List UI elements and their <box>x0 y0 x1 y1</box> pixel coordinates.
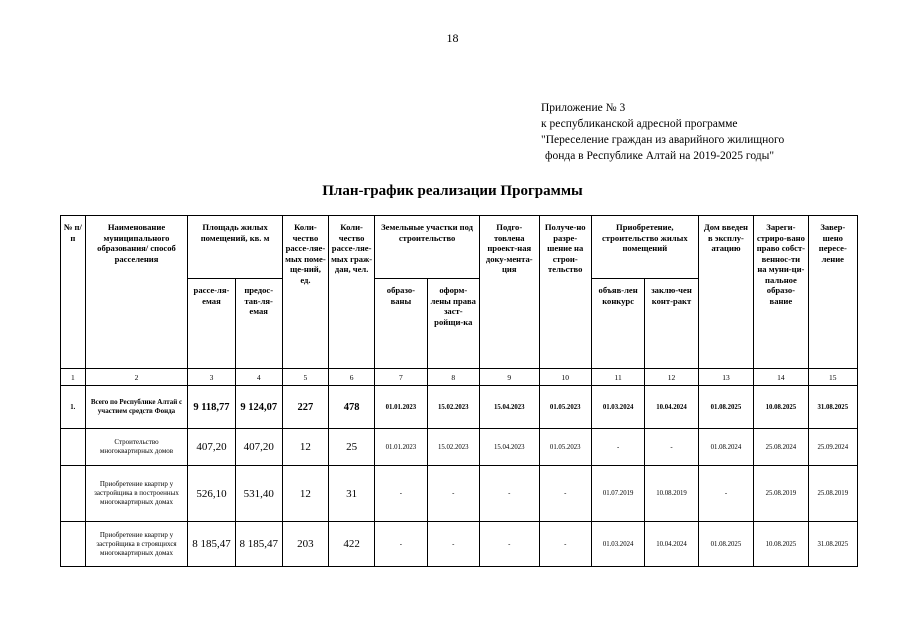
rooms-count: 227 <box>282 386 328 429</box>
land-rights-date: 15.02.2023 <box>427 429 479 466</box>
header-completed: Завер-шено пересе-ление <box>808 216 857 369</box>
column-number: 15 <box>808 369 857 386</box>
header-area: Площадь жилых помещений, кв. м <box>188 216 282 279</box>
annex-line: фонда в Республике Алтай на 2019-2025 годы" <box>545 150 775 162</box>
contract-date: 10.04.2024 <box>645 386 698 429</box>
row-name: Всего по Республике Алтай с участием средств Фонда <box>85 386 188 429</box>
completed-date: 25.08.2019 <box>808 466 857 522</box>
row-num <box>61 522 86 567</box>
row-name: Строительство многоквартирных домов <box>85 429 188 466</box>
area-provided: 407,20 <box>235 429 282 466</box>
header-contract: заклю-чен конт-ракт <box>645 279 698 369</box>
table-row <box>61 522 858 567</box>
rooms-count: 12 <box>282 466 328 522</box>
schedule-table <box>60 215 858 567</box>
header-permit: Получе-но разре-шение на строи-тельство <box>539 216 591 369</box>
design-date: 15.04.2023 <box>479 429 539 466</box>
column-number: 2 <box>85 369 188 386</box>
registered-date: 10.08.2025 <box>754 522 808 567</box>
permit-date: 01.05.2023 <box>539 429 591 466</box>
column-number: 8 <box>427 369 479 386</box>
page-number: 18 <box>446 31 459 45</box>
area-resettled: 8 185,47 <box>188 522 235 567</box>
table-row-total <box>61 386 858 429</box>
land-formed-date: 01.01.2023 <box>375 386 427 429</box>
column-number: 3 <box>188 369 235 386</box>
table-row <box>61 429 858 466</box>
contract-date: 10.08.2019 <box>645 466 698 522</box>
header-acquisition: Приобретение, строительство жилых помещений <box>591 216 698 279</box>
row-num <box>61 429 86 466</box>
column-number: 14 <box>754 369 808 386</box>
column-number-row <box>61 369 858 386</box>
header-registered: Зареги-стриро-вано право собст-веннос-ти на муни-ци-пальное образо-вание <box>754 216 808 369</box>
header-num: № п/п <box>61 216 86 369</box>
annex-line: Приложение № 3 <box>541 102 626 114</box>
column-number: 4 <box>235 369 282 386</box>
annex-line: к республиканской адресной программе <box>541 118 738 130</box>
design-date: - <box>479 466 539 522</box>
area-resettled: 9 118,77 <box>188 386 235 429</box>
header-people: Коли-чество рассе-ляе-мых граж-дан, чел. <box>329 216 375 369</box>
rooms-count: 12 <box>282 429 328 466</box>
header-area-resettled: рассе-ля-емая <box>188 279 235 369</box>
annex-note <box>541 100 784 164</box>
header-rooms: Коли-чество рассе-ляе-мых поме-ще-ний, ед. <box>282 216 328 369</box>
header-commissioned: Дом введен в эксплу-атацию <box>698 216 753 369</box>
column-number: 12 <box>645 369 698 386</box>
commissioned-date: 01.08.2025 <box>698 386 753 429</box>
column-number: 10 <box>539 369 591 386</box>
registered-date: 10.08.2025 <box>754 386 808 429</box>
land-rights-date: 15.02.2023 <box>427 386 479 429</box>
registered-date: 25.08.2024 <box>754 429 808 466</box>
completed-date: 31.08.2025 <box>808 522 857 567</box>
area-provided: 8 185,47 <box>235 522 282 567</box>
row-name: Приобретение квартир у застройщика в построенных многоквартирных домах <box>85 466 188 522</box>
land-formed-date: - <box>375 522 427 567</box>
commissioned-date: 01.08.2025 <box>698 522 753 567</box>
land-rights-date: - <box>427 466 479 522</box>
completed-date: 31.08.2025 <box>808 386 857 429</box>
column-number: 11 <box>591 369 644 386</box>
column-number: 1 <box>61 369 86 386</box>
contract-date: 10.04.2024 <box>645 522 698 567</box>
column-number: 9 <box>479 369 539 386</box>
contract-date: - <box>645 429 698 466</box>
table-row <box>61 466 858 522</box>
tender-date: 01.07.2019 <box>591 466 644 522</box>
rooms-count: 203 <box>282 522 328 567</box>
permit-date: - <box>539 466 591 522</box>
design-date: - <box>479 522 539 567</box>
area-resettled: 526,10 <box>188 466 235 522</box>
column-number: 5 <box>282 369 328 386</box>
header-row <box>61 216 858 279</box>
land-rights-date: - <box>427 522 479 567</box>
land-formed-date: 01.01.2023 <box>375 429 427 466</box>
people-count: 31 <box>329 466 375 522</box>
area-provided: 531,40 <box>235 466 282 522</box>
column-number: 7 <box>375 369 427 386</box>
row-num <box>61 466 86 522</box>
permit-date: 01.05.2023 <box>539 386 591 429</box>
annex-line: "Переселение граждан из аварийного жилищного <box>541 134 785 146</box>
header-land: Земельные участки под строительство <box>375 216 480 279</box>
page-title: План-график реализации Программы <box>322 183 583 199</box>
area-provided: 9 124,07 <box>235 386 282 429</box>
commissioned-date: - <box>698 466 753 522</box>
header-tender: объяв-лен конкурс <box>591 279 644 369</box>
people-count: 478 <box>329 386 375 429</box>
header-design: Подго-товлена проект-ная доку-мента-ция <box>479 216 539 369</box>
header-land-rights: оформ-лены права заст-ройщи-ка <box>427 279 479 369</box>
registered-date: 25.08.2019 <box>754 466 808 522</box>
commissioned-date: 01.08.2024 <box>698 429 753 466</box>
header-area-provided: предос-тав-ля-емая <box>235 279 282 369</box>
people-count: 25 <box>329 429 375 466</box>
tender-date: - <box>591 429 644 466</box>
tender-date: 01.03.2024 <box>591 522 644 567</box>
row-name: Приобретение квартир у застройщика в строящихся многоквартирных домах <box>85 522 188 567</box>
column-number: 6 <box>329 369 375 386</box>
header-land-formed: образо-ваны <box>375 279 427 369</box>
tender-date: 01.03.2024 <box>591 386 644 429</box>
column-number: 13 <box>698 369 753 386</box>
row-num: 1. <box>61 386 86 429</box>
permit-date: - <box>539 522 591 567</box>
land-formed-date: - <box>375 466 427 522</box>
design-date: 15.04.2023 <box>479 386 539 429</box>
area-resettled: 407,20 <box>188 429 235 466</box>
people-count: 422 <box>329 522 375 567</box>
header-name: Наименование муниципального образования/ способ расселения <box>85 216 188 369</box>
completed-date: 25.09.2024 <box>808 429 857 466</box>
